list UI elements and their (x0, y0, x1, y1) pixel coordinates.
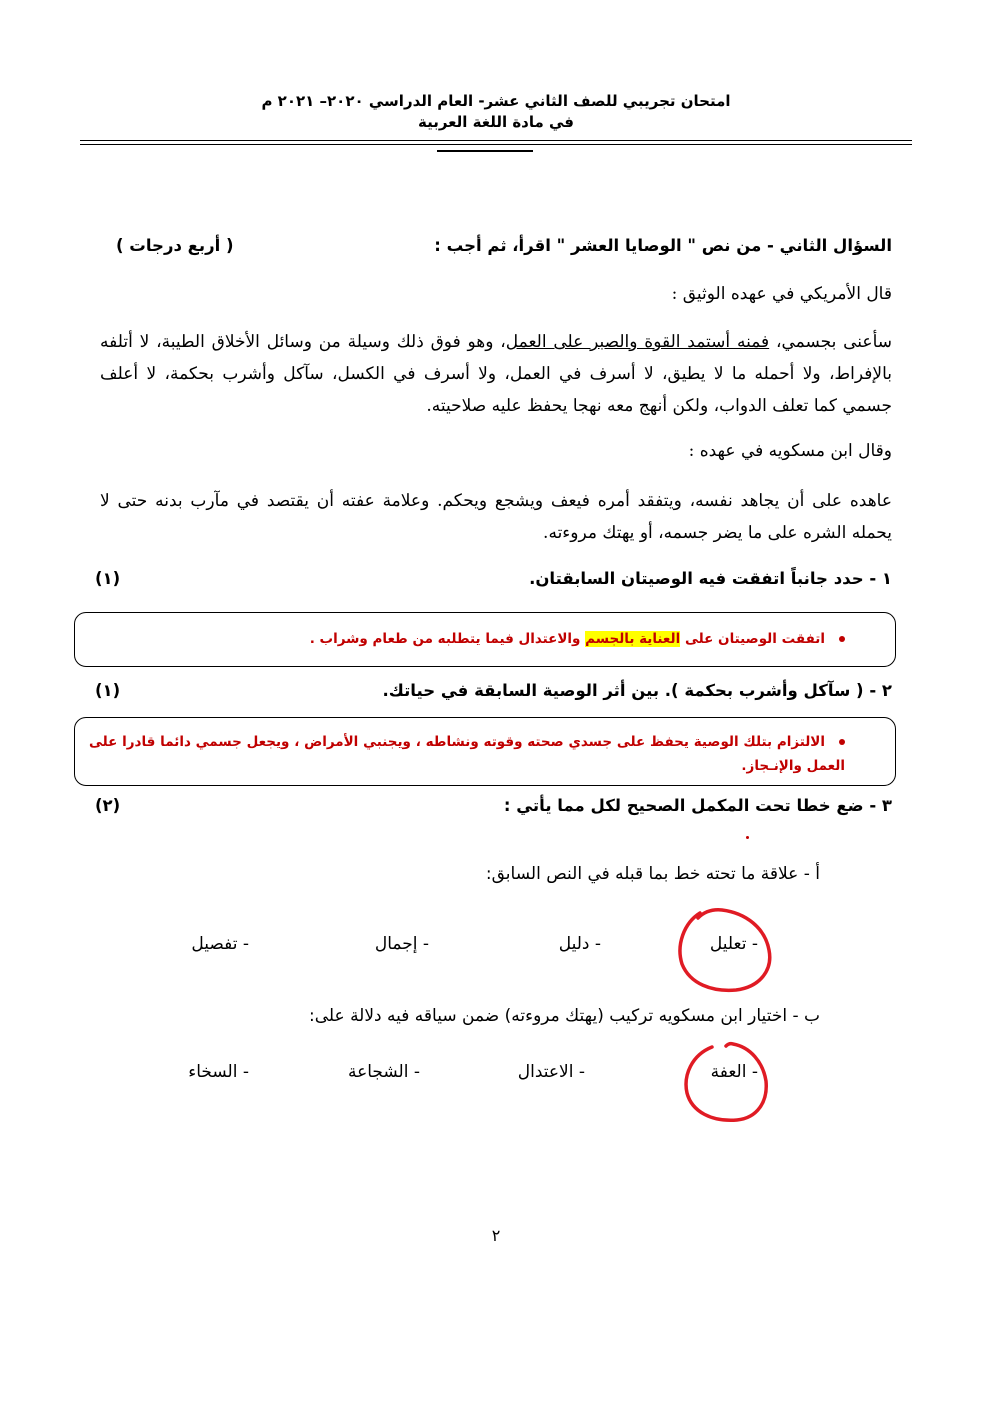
option-a-1[interactable]: - تعليل (709, 934, 758, 954)
passage-intro-2: وقال ابن مسكويه في عهده : (688, 441, 892, 461)
question-title: السؤال الثاني - من نص " الوصايا العشر " اقرأ، ثم أجب : (434, 236, 892, 255)
exam-title: امتحان تجريبي للصف الثاني عشر- العام الدراسي ٢٠٢٠– ٢٠٢١ م (261, 92, 731, 110)
passage-paragraph-2: عاهده على أن يجاهد نفسه، ويتفقد أمره فيعف ويشجع ويحكم. وعلامة عفته أن يقتصد في مآرب بدنه حتى لا يحمله الشره على ما يضر جسمه، أو يهتك مروءته. (100, 491, 892, 543)
answer-circle-a-icon (680, 910, 770, 990)
question-2-mark: (١) (95, 681, 121, 700)
answer-circle-b-icon (686, 1044, 766, 1121)
question-3: ٣ - ضع خطا تحت المكمل الصحيح لكل مما يأتي : (503, 796, 892, 815)
option-b-2[interactable]: - الاعتدال (517, 1062, 585, 1082)
highlighted-phrase: العناية بالجسم (585, 631, 681, 647)
answer-text: اتفقت الوصيتان على (680, 631, 825, 647)
sub-question-b: ب - اختيار ابن مسكويه تركيب (يهتك مروءته) ضمن سياقه فيه دلالة على: (309, 1006, 820, 1026)
option-a-3[interactable]: - إجمال (374, 934, 429, 954)
passage-text: سأعنى بجسمي، (769, 332, 892, 352)
exam-subject: في مادة اللغة العربية (417, 113, 575, 131)
answer-text: والاعتدال فيما يتطلبه من طعام وشراب . (309, 631, 586, 647)
option-a-2[interactable]: - دليل (558, 934, 601, 954)
sub-question-a: أ - علاقة ما تحته خط بما قبله في النص السابق: (485, 864, 820, 884)
question-2: ٢ - ( سآكل وأشرب بحكمة ). بين أثر الوصية السابقة في حياتك. (382, 681, 892, 700)
option-b-1[interactable]: - العفة (710, 1062, 758, 1082)
option-b-4[interactable]: - السخاء (188, 1062, 249, 1082)
question-1: ١ - حدد جانباً اتفقت فيه الوصيتان السابقتان. (529, 569, 892, 588)
option-b-3[interactable]: - الشجاعة (347, 1062, 420, 1082)
page-number: ٢ (491, 1226, 501, 1245)
passage-text: ، وهو فوق ذلك وسيلة من وسائل الأخلاق الطيبة، لا أتلفه بالإفراط، ولا أحمله ما لا يطيق، لا أسرف في العمل، ولا أسرف في الكسل، سآكل وأشرب بحكمة، لا أعلف جسمي كما تعلف الدواب، ولكن أنهج معه نهجا يحفظ عليه صلاحيته. (100, 332, 892, 416)
passage-intro-1: قال الأمريكي في عهده الوثيق : (671, 284, 892, 304)
question-1-mark: (١) (95, 569, 121, 588)
answer-text: الالتزام بتلك الوصية يحفظ على جسدي صحته وقوته ونشاطه ، ويجنبي الأمراض ، ويجعل جسمي دائما قادرا على العمل والإنـجاز. (89, 734, 845, 774)
question-marks: ( أربع درجات ) (116, 236, 234, 255)
question-3-mark: (٢) (95, 796, 121, 815)
underlined-phrase: فمنه أستمد القوة والصبر على العمل (505, 332, 770, 352)
option-a-4[interactable]: - تفصيل (191, 934, 249, 954)
